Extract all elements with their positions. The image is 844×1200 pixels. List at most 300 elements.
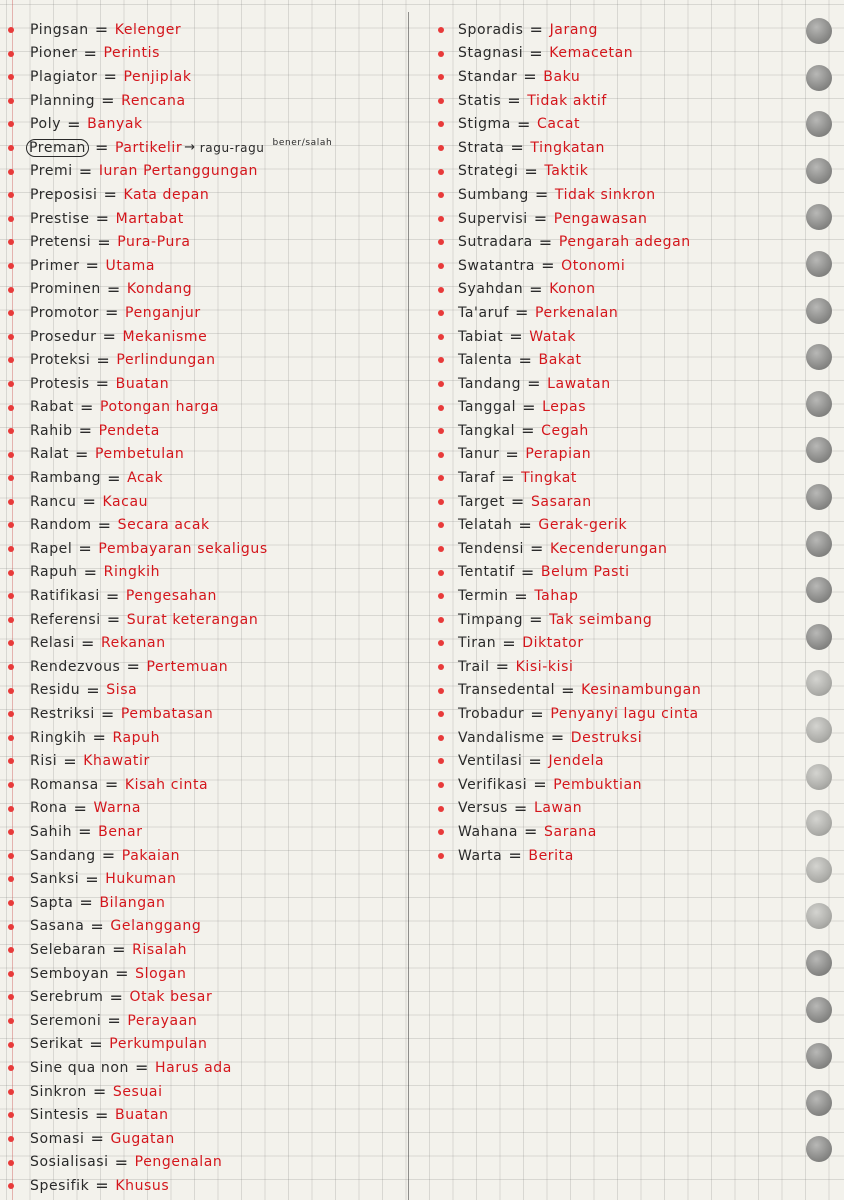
entry-meaning: Bakat [538,352,582,369]
equals-sign: = [529,20,544,40]
vocab-entry [0,42,408,66]
equals-sign: = [95,209,110,229]
bullet-dot-icon [8,310,14,316]
entry-term: Versus [458,800,508,817]
entry-meaning: Pengesahan [125,588,217,605]
bullet-dot-icon [438,51,444,57]
vocab-entry [428,584,758,608]
entry-term: Sosialisasi [30,1154,109,1171]
bullet-dot-icon [438,522,444,528]
bullet-dot-icon [438,287,444,293]
vocab-entry [0,254,408,278]
entry-term: Swatantra [458,257,536,274]
entry-term: Statis [458,92,502,109]
entry-term: Tentatif [458,564,515,581]
equals-sign: = [78,421,93,441]
entry-term: Rapuh [30,564,78,581]
entry-term: Ta'aruf [458,304,509,321]
equals-sign: = [515,303,530,323]
equals-sign: = [520,562,535,582]
bullet-dot-icon [8,1160,14,1166]
entry-meaning: Perkenalan [535,304,619,321]
vocab-entry [0,1033,408,1057]
entry-meaning: Pakaian [121,847,181,864]
bullet-dot-icon [438,381,444,387]
bullet-dot-icon [8,900,14,906]
entry-meaning: Belum Pasti [540,564,630,581]
column-divider [408,12,409,1200]
bullet-dot-icon [438,405,444,411]
entry-term: Termin [458,588,509,605]
binder-hole [806,65,832,91]
entry-term: Ringkih [30,729,87,746]
bullet-dot-icon [438,428,444,434]
bullet-dot-icon [8,428,14,434]
bullet-dot-icon [438,121,444,127]
equals-sign: = [80,633,95,653]
bullet-dot-icon [8,239,14,245]
bullet-dot-icon [438,145,444,151]
entry-meaning: Lepas [542,399,587,416]
entry-meaning: Pengarah adegan [558,234,691,251]
equals-sign: = [67,114,82,134]
entry-term: Pioner [30,45,78,62]
bullet-dot-icon [8,853,14,859]
equals-sign: = [534,185,549,205]
vocab-entry [0,938,408,962]
entry-meaning: Perapian [525,446,592,463]
vocab-entry [428,513,758,537]
entry-term: Tabiat [458,328,504,345]
entry-meaning: Pembayaran sekaligus [98,540,268,557]
entry-meaning: Lawatan [547,375,611,392]
vocab-entry [0,891,408,915]
bullet-dot-icon [8,27,14,33]
equals-sign: = [521,421,536,441]
entry-meaning: Harus ada [155,1059,232,1076]
entry-meaning: Sasaran [530,493,592,510]
bullet-dot-icon [8,806,14,812]
binder-hole [806,484,832,510]
entry-meaning: Otonomi [561,257,626,274]
entry-meaning: Tahap [534,588,579,605]
equals-sign: = [78,822,93,842]
bullet-dot-icon [8,782,14,788]
entry-term: Sutradara [458,234,533,251]
vocab-entry [428,419,758,443]
bullet-dot-icon [8,593,14,599]
entry-meaning: Cacat [537,116,581,133]
vocab-entry [0,962,408,986]
equals-sign: = [530,704,545,724]
entry-term: Sahih [30,823,73,840]
equals-sign: = [112,940,127,960]
entry-term: Rancu [30,493,77,510]
vocab-entry [428,65,758,89]
bullet-dot-icon [8,688,14,694]
equals-sign: = [518,350,533,370]
entry-term: Sasana [30,918,85,935]
entry-term: Sandang [30,847,96,864]
vocab-entry [0,1174,408,1198]
entry-term: Random [30,517,92,534]
bullet-dot-icon [8,994,14,1000]
entry-term: Prestise [30,210,90,227]
vocab-entry [428,89,758,113]
equals-sign: = [509,327,524,347]
vocab-entry [0,608,408,632]
bullet-dot-icon [8,216,14,222]
entry-meaning: Kelenger [114,21,182,38]
entry-meaning: Kemacetan [549,45,634,62]
vocab-entry [428,655,758,679]
entry-term: Stagnasi [458,45,524,62]
equals-sign: = [92,728,107,748]
equals-sign: = [97,232,112,252]
bullet-dot-icon [438,263,444,269]
binder-hole [806,391,832,417]
binder-hole [806,810,832,836]
entry-term: Sintesis [30,1107,90,1124]
bullet-dot-icon [438,357,444,363]
equals-sign: = [79,893,94,913]
entry-meaning: Kisah cinta [124,776,209,793]
equals-sign: = [126,657,141,677]
binder-hole [806,111,832,137]
vocab-entry [0,820,408,844]
entry-term: Residu [30,682,81,699]
entry-term: Talenta [458,352,513,369]
entry-meaning: Partikelir [114,139,183,156]
bullet-dot-icon [8,758,14,764]
vocab-entry [428,254,758,278]
bullet-dot-icon [438,806,444,812]
vocab-entry [0,301,408,325]
entry-term: Risi [30,753,58,770]
entry-term: Target [458,493,505,510]
entry-meaning: Khusus [115,1177,170,1194]
entry-term: Pingsan [30,21,89,38]
equals-sign: = [524,161,539,181]
entry-meaning: Berita [528,847,574,864]
vocab-entry [428,372,758,396]
vocab-entry [0,561,408,585]
bullet-dot-icon [8,121,14,127]
equals-sign: = [561,680,576,700]
entry-meaning: Destruksi [570,729,643,746]
bullet-dot-icon [438,735,444,741]
entry-meaning: Jendela [548,753,605,770]
equals-sign: = [79,397,94,417]
vocab-entry [0,537,408,561]
vocab-entry [0,773,408,797]
equals-sign: = [107,1011,122,1031]
equals-sign: = [101,846,116,866]
entry-term: Standar [458,68,518,85]
entry-meaning: Gelanggang [110,918,202,935]
entry-term: Rendezvous [30,658,121,675]
vocab-entry [0,466,408,490]
equals-sign: = [86,680,101,700]
vocab-entry [0,1103,408,1127]
entry-term: Wahana [458,823,519,840]
bullet-dot-icon [8,74,14,80]
equals-sign: = [522,397,537,417]
entry-meaning: Banyak [87,116,143,133]
binder-hole [806,251,832,277]
bullet-dot-icon [438,452,444,458]
vocab-entry [428,278,758,302]
vocab-entry [0,1127,408,1151]
entry-meaning: Perayaan [127,1012,198,1029]
bullet-dot-icon [438,169,444,175]
vocab-entry [428,396,758,420]
bullet-dot-icon [8,876,14,882]
binder-hole [806,437,832,463]
vocab-entry [428,112,758,136]
vocab-entry [428,183,758,207]
entry-meaning: Tingkatan [530,139,605,156]
binder-hole [806,1136,832,1162]
entry-meaning: Tidak aktif [527,92,607,109]
equals-sign: = [85,256,100,276]
entry-term: Prominen [30,281,101,298]
equals-sign: = [94,138,109,158]
vocab-entry [428,608,758,632]
bullet-dot-icon [8,640,14,646]
binder-hole [806,1090,832,1116]
vocab-entry [0,1056,408,1080]
equals-sign: = [529,610,544,630]
entry-meaning: Penganjur [125,304,201,321]
vocab-entry [428,301,758,325]
equals-sign: = [533,209,548,229]
entry-meaning: Risalah [132,941,188,958]
equals-sign: = [115,964,130,984]
entry-meaning: Sarana [544,823,597,840]
bullet-dot-icon [8,971,14,977]
equals-sign: = [510,138,525,158]
entry-term: Romansa [30,776,99,793]
equals-sign: = [502,633,517,653]
equals-sign: = [505,444,520,464]
vocab-entry [0,396,408,420]
bullet-dot-icon [8,1065,14,1071]
bullet-dot-icon [438,782,444,788]
bullet-dot-icon [8,381,14,387]
vocab-entry [0,584,408,608]
binder-hole [806,344,832,370]
right-column [428,18,758,867]
bullet-dot-icon [8,287,14,293]
vocab-entry [428,679,758,703]
bullet-dot-icon [8,570,14,576]
vocab-entry [0,797,408,821]
vocab-entry [428,561,758,585]
bullet-dot-icon [8,405,14,411]
vocab-entry [428,844,758,868]
equals-sign: = [78,161,93,181]
equals-sign: = [495,657,510,677]
vocab-entry [428,702,758,726]
vocab-entry [428,443,758,467]
vocab-entry [428,207,758,231]
bullet-dot-icon [8,664,14,670]
entry-meaning: Secara acak [117,517,210,534]
vocab-entry [428,537,758,561]
bullet-dot-icon [8,334,14,340]
entry-meaning: Acak [127,470,164,487]
equals-sign: = [518,515,533,535]
entry-meaning: Taktik [544,163,589,180]
equals-sign: = [103,67,118,87]
entry-meaning: Pura-Pura [117,234,191,251]
entry-meaning: Benar [98,823,143,840]
equals-sign: = [90,1129,105,1149]
entry-meaning: Pembuktian [553,776,643,793]
entry-term: Spesifik [30,1177,90,1194]
vocab-entry [0,18,408,42]
vocab-entry [0,702,408,726]
bullet-dot-icon [8,1042,14,1048]
equals-sign: = [78,539,93,559]
bullet-dot-icon [8,452,14,458]
entry-meaning: Slogan [135,965,187,982]
entry-term: Pretensi [30,234,92,251]
bullet-dot-icon [438,570,444,576]
entry-term: Warta [458,847,503,864]
vocab-entry [428,136,758,160]
bullet-dot-icon [438,192,444,198]
bullet-dot-icon [8,357,14,363]
vocab-entry [0,749,408,773]
equals-sign: = [530,539,545,559]
entry-term: Telatah [458,517,513,534]
entry-term: Sumbang [458,186,529,203]
entry-term: Primer [30,257,80,274]
binder-hole [806,204,832,230]
equals-sign: = [73,798,88,818]
entry-term: Strata [458,139,505,156]
entry-meaning: Kacau [102,493,149,510]
entry-term: Preman [26,139,89,157]
equals-sign: = [97,515,112,535]
bullet-dot-icon [8,522,14,528]
bullet-dot-icon [8,1089,14,1095]
equals-sign: = [95,1176,110,1196]
entry-meaning: Otak besar [129,989,213,1006]
equals-sign: = [538,232,553,252]
equals-sign: = [89,1034,104,1054]
entry-meaning: Sisa [106,682,138,699]
entry-term: Relasi [30,635,75,652]
bullet-dot-icon [438,711,444,717]
bullet-dot-icon [8,499,14,505]
bullet-dot-icon [438,239,444,245]
equals-sign: = [107,468,122,488]
bullet-dot-icon [8,475,14,481]
entry-term: Tiran [458,635,497,652]
entry-term: Premi [30,163,73,180]
entry-meaning: Surat keterangan [126,611,259,628]
bullet-dot-icon [8,546,14,552]
equals-sign: = [529,43,544,63]
entry-term: Strategi [458,163,519,180]
left-column [0,18,408,1198]
equals-sign: = [63,751,78,771]
entry-term: Sinkron [30,1083,87,1100]
vocab-entry [0,726,408,750]
equals-sign: = [541,256,556,276]
entry-term: Trobadur [458,706,525,723]
equals-sign: = [508,846,523,866]
entry-term: Rapel [30,540,73,557]
entry-term: Sporadis [458,21,524,38]
vocab-entry [428,42,758,66]
equals-sign: = [105,586,120,606]
equals-sign: = [74,444,89,464]
equals-sign: = [135,1058,150,1078]
vocab-entry [428,749,758,773]
entry-meaning: Pengenalan [134,1154,223,1171]
entry-meaning: Perkumpulan [109,1036,208,1053]
bullet-dot-icon [8,263,14,269]
entry-meaning: Penjiplak [123,68,192,85]
vocab-entry [428,797,758,821]
vocab-entry [0,160,408,184]
entry-meaning: Lawan [533,800,583,817]
entry-term: Sapta [30,894,74,911]
binder-hole [806,624,832,650]
entry-term: Planning [30,92,96,109]
entry-meaning: Kata depan [123,186,210,203]
binder-hole [806,18,832,44]
equals-sign: = [103,185,118,205]
bullet-dot-icon [8,735,14,741]
bullet-dot-icon [438,310,444,316]
entry-term: Taraf [458,470,496,487]
entry-meaning: Pertemuan [146,658,229,675]
equals-sign: = [514,586,529,606]
vocab-entry [0,915,408,939]
equals-sign: = [82,492,97,512]
entry-meaning: Gerak-gerik [538,517,628,534]
entry-term: Serebrum [30,989,104,1006]
entry-term: Sanksi [30,871,80,888]
entry-term: Rahib [30,422,73,439]
bullet-dot-icon [8,1018,14,1024]
binder-hole [806,903,832,929]
vocab-entry [428,348,758,372]
vocab-entry [0,443,408,467]
vocab-entry [0,985,408,1009]
vocab-entry [0,490,408,514]
binder-hole [806,857,832,883]
entry-term: Vandalisme [458,729,545,746]
vocab-entry [0,89,408,113]
binder-hole [806,531,832,557]
vocab-entry [0,65,408,89]
equals-sign: = [533,775,548,795]
bullet-dot-icon [438,499,444,505]
entry-term: Ventilasi [458,753,523,770]
entry-term: Referensi [30,611,101,628]
binder-hole [806,717,832,743]
entry-meaning: Bilangan [99,894,166,911]
bullet-dot-icon [438,758,444,764]
equals-sign: = [96,350,111,370]
vocab-entry [0,207,408,231]
